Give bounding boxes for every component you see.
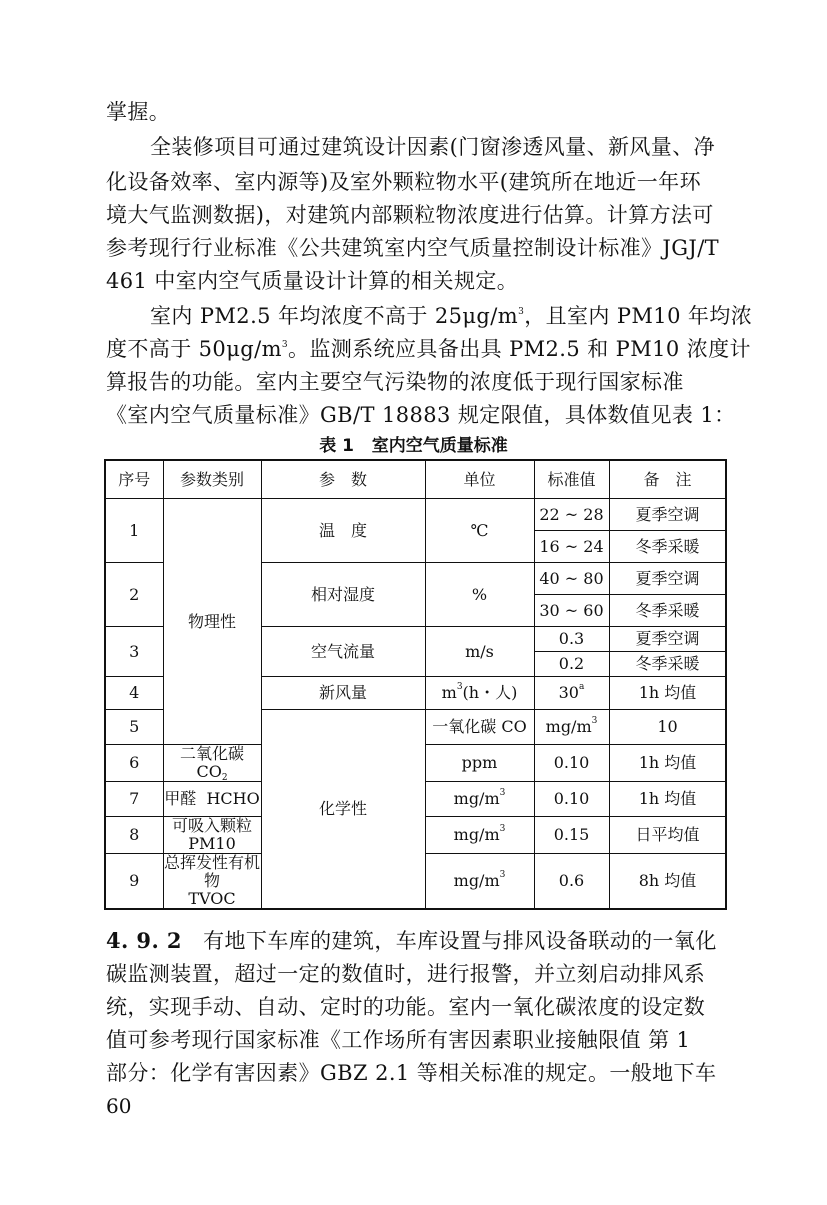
value-cell: 22 ~ 28 (534, 499, 609, 531)
note-cell: 冬季采暖 (609, 652, 726, 677)
text-line: 参考现行行业标准《公共建筑室内空气质量控制设计标准》JGJ/T (106, 236, 720, 260)
text-line: 境大气监测数据)，对建筑内部颗粒物浓度进行估算。计算方法可 (106, 203, 714, 227)
text-line: 461 中室内空气质量设计计算的相关规定。 (106, 269, 519, 293)
value-cell: 0.10 (534, 782, 609, 817)
section-number: 4. 9. 2 (106, 928, 182, 953)
param-cell: 可吸入颗粒 PM10 (163, 817, 261, 854)
text-line (106, 335, 751, 363)
category-cell: 物理性 (163, 499, 261, 745)
param-cell: 空气流量 (261, 627, 425, 677)
text-line: 部分：化学有害因素》GBZ 2.1 等相关标准的规定。一般地下车 (106, 1061, 717, 1085)
unit-cell: % (425, 563, 534, 627)
footnote-mark: a (578, 682, 585, 692)
unit-text: mg/m (453, 789, 500, 808)
param-cell: 新风量 (261, 677, 425, 710)
superscript: 3 (281, 340, 289, 350)
unit-text: (h・人) (462, 683, 518, 702)
note-cell: 8h 均值 (609, 854, 726, 910)
row-number: 5 (105, 710, 163, 745)
text-segment: 室内 PM2.5 年均浓度不高于 25μg/m (150, 304, 519, 328)
text-line: 算报告的功能。室内主要空气污染物的浓度低于现行国家标准 (106, 370, 684, 394)
unit-cell (534, 710, 609, 745)
note-cell: 1h 均值 (609, 745, 726, 782)
param-cell: 甲醛 HCHO (163, 782, 261, 817)
text-line: 《室内空气质量标准》GB/T 18883 规定限值，具体数值见表 1： (106, 403, 736, 427)
value-cell (534, 677, 609, 710)
table-caption (0, 436, 827, 456)
caption-number: 表 1 (319, 436, 354, 456)
header-cell: 单位 (425, 460, 534, 499)
row-number: 2 (105, 563, 163, 627)
text-segment: 度不高于 50μg/m (106, 337, 282, 361)
superscript: 3 (518, 307, 525, 317)
value-cell: 0.10 (534, 745, 609, 782)
page-number: 60 (106, 1094, 132, 1118)
table-row (105, 499, 726, 531)
caption-title: 室内空气质量标准 (371, 436, 508, 456)
param-text: 二氧化碳 CO (179, 744, 244, 781)
row-number: 8 (105, 817, 163, 854)
value-cell: 0.6 (534, 854, 609, 910)
unit-cell: m/s (425, 627, 534, 677)
row-number: 6 (105, 745, 163, 782)
superscript: 3 (591, 716, 598, 726)
value-cell: 10 (609, 710, 726, 745)
header-cell: 备 注 (609, 460, 726, 499)
row-number: 7 (105, 782, 163, 817)
unit-cell (425, 854, 534, 910)
text-line: 掌握。 (106, 100, 171, 124)
header-cell: 标准值 (534, 460, 609, 499)
category-cell: 化学性 (261, 710, 425, 910)
value-cell: 0.2 (534, 652, 609, 677)
value-cell: 40 ~ 80 (534, 563, 609, 595)
row-number: 3 (105, 627, 163, 677)
text-line: 值可参考现行国家标准《工作场所有害因素职业接触限值 第 1 (106, 1028, 691, 1052)
param-text: TVOC (188, 889, 236, 908)
superscript: 3 (499, 824, 506, 834)
note-cell: 冬季采暖 (609, 595, 726, 627)
param-text: 总挥发性有机物 (163, 853, 260, 890)
text-line (106, 927, 717, 955)
note-cell: 冬季采暖 (609, 531, 726, 563)
superscript: 3 (499, 870, 506, 880)
superscript: 3 (499, 788, 506, 798)
unit-cell (425, 782, 534, 817)
param-cell (163, 854, 261, 910)
row-number: 4 (105, 677, 163, 710)
unit-cell: ppm (425, 745, 534, 782)
text-line: 全装修项目可通过建筑设计因素(门窗渗透风量、新风量、净 (150, 135, 715, 159)
value-cell: 0.15 (534, 817, 609, 854)
subscript: 2 (221, 773, 228, 783)
air-quality-table (104, 459, 727, 910)
note-cell: 夏季空调 (609, 499, 726, 531)
row-number: 9 (105, 854, 163, 910)
text-line (150, 302, 752, 330)
text-line: 化设备效率、室内源等)及室外颗粒物水平(建筑所在地近一年环 (106, 170, 701, 194)
unit-text: mg/m (453, 825, 500, 844)
value-text: 30 (558, 683, 579, 702)
value-cell: 16 ~ 24 (534, 531, 609, 563)
note-cell: 1h 均值 (609, 782, 726, 817)
text-line: 碳监测装置，超过一定的数值时，进行报警，并立刻启动排风系 (106, 962, 706, 986)
unit-cell: ℃ (425, 499, 534, 563)
text-segment: 。监测系统应具备出具 PM2.5 和 PM10 浓度计 (288, 337, 751, 361)
unit-cell (425, 817, 534, 854)
superscript: 3 (456, 682, 463, 692)
row-number: 1 (105, 499, 163, 563)
note-cell: 1h 均值 (609, 677, 726, 710)
table-header-row (105, 460, 726, 499)
text-segment: ，且室内 PM10 年均浓 (524, 304, 753, 328)
value-cell: 30 ~ 60 (534, 595, 609, 627)
unit-text: mg/m (545, 717, 592, 736)
header-cell: 参 数 (261, 460, 425, 499)
text-segment: 有地下车库的建筑，车库设置与排风设备联动的一氧化 (203, 929, 717, 953)
header-cell: 参数类别 (163, 460, 261, 499)
note-cell: 日平均值 (609, 817, 726, 854)
note-cell: 夏季空调 (609, 563, 726, 595)
param-cell (163, 745, 261, 782)
note-cell: 夏季空调 (609, 627, 726, 652)
param-cell: 一氧化碳 CO (425, 710, 534, 745)
param-cell: 相对湿度 (261, 563, 425, 627)
unit-text: mg/m (453, 871, 500, 890)
value-cell: 0.3 (534, 627, 609, 652)
param-cell: 温 度 (261, 499, 425, 563)
header-cell: 序号 (105, 460, 163, 499)
unit-cell (425, 677, 534, 710)
text-line: 统，实现手动、自动、定时的功能。室内一氧化碳浓度的设定数 (106, 995, 706, 1019)
unit-text: m (441, 683, 457, 702)
